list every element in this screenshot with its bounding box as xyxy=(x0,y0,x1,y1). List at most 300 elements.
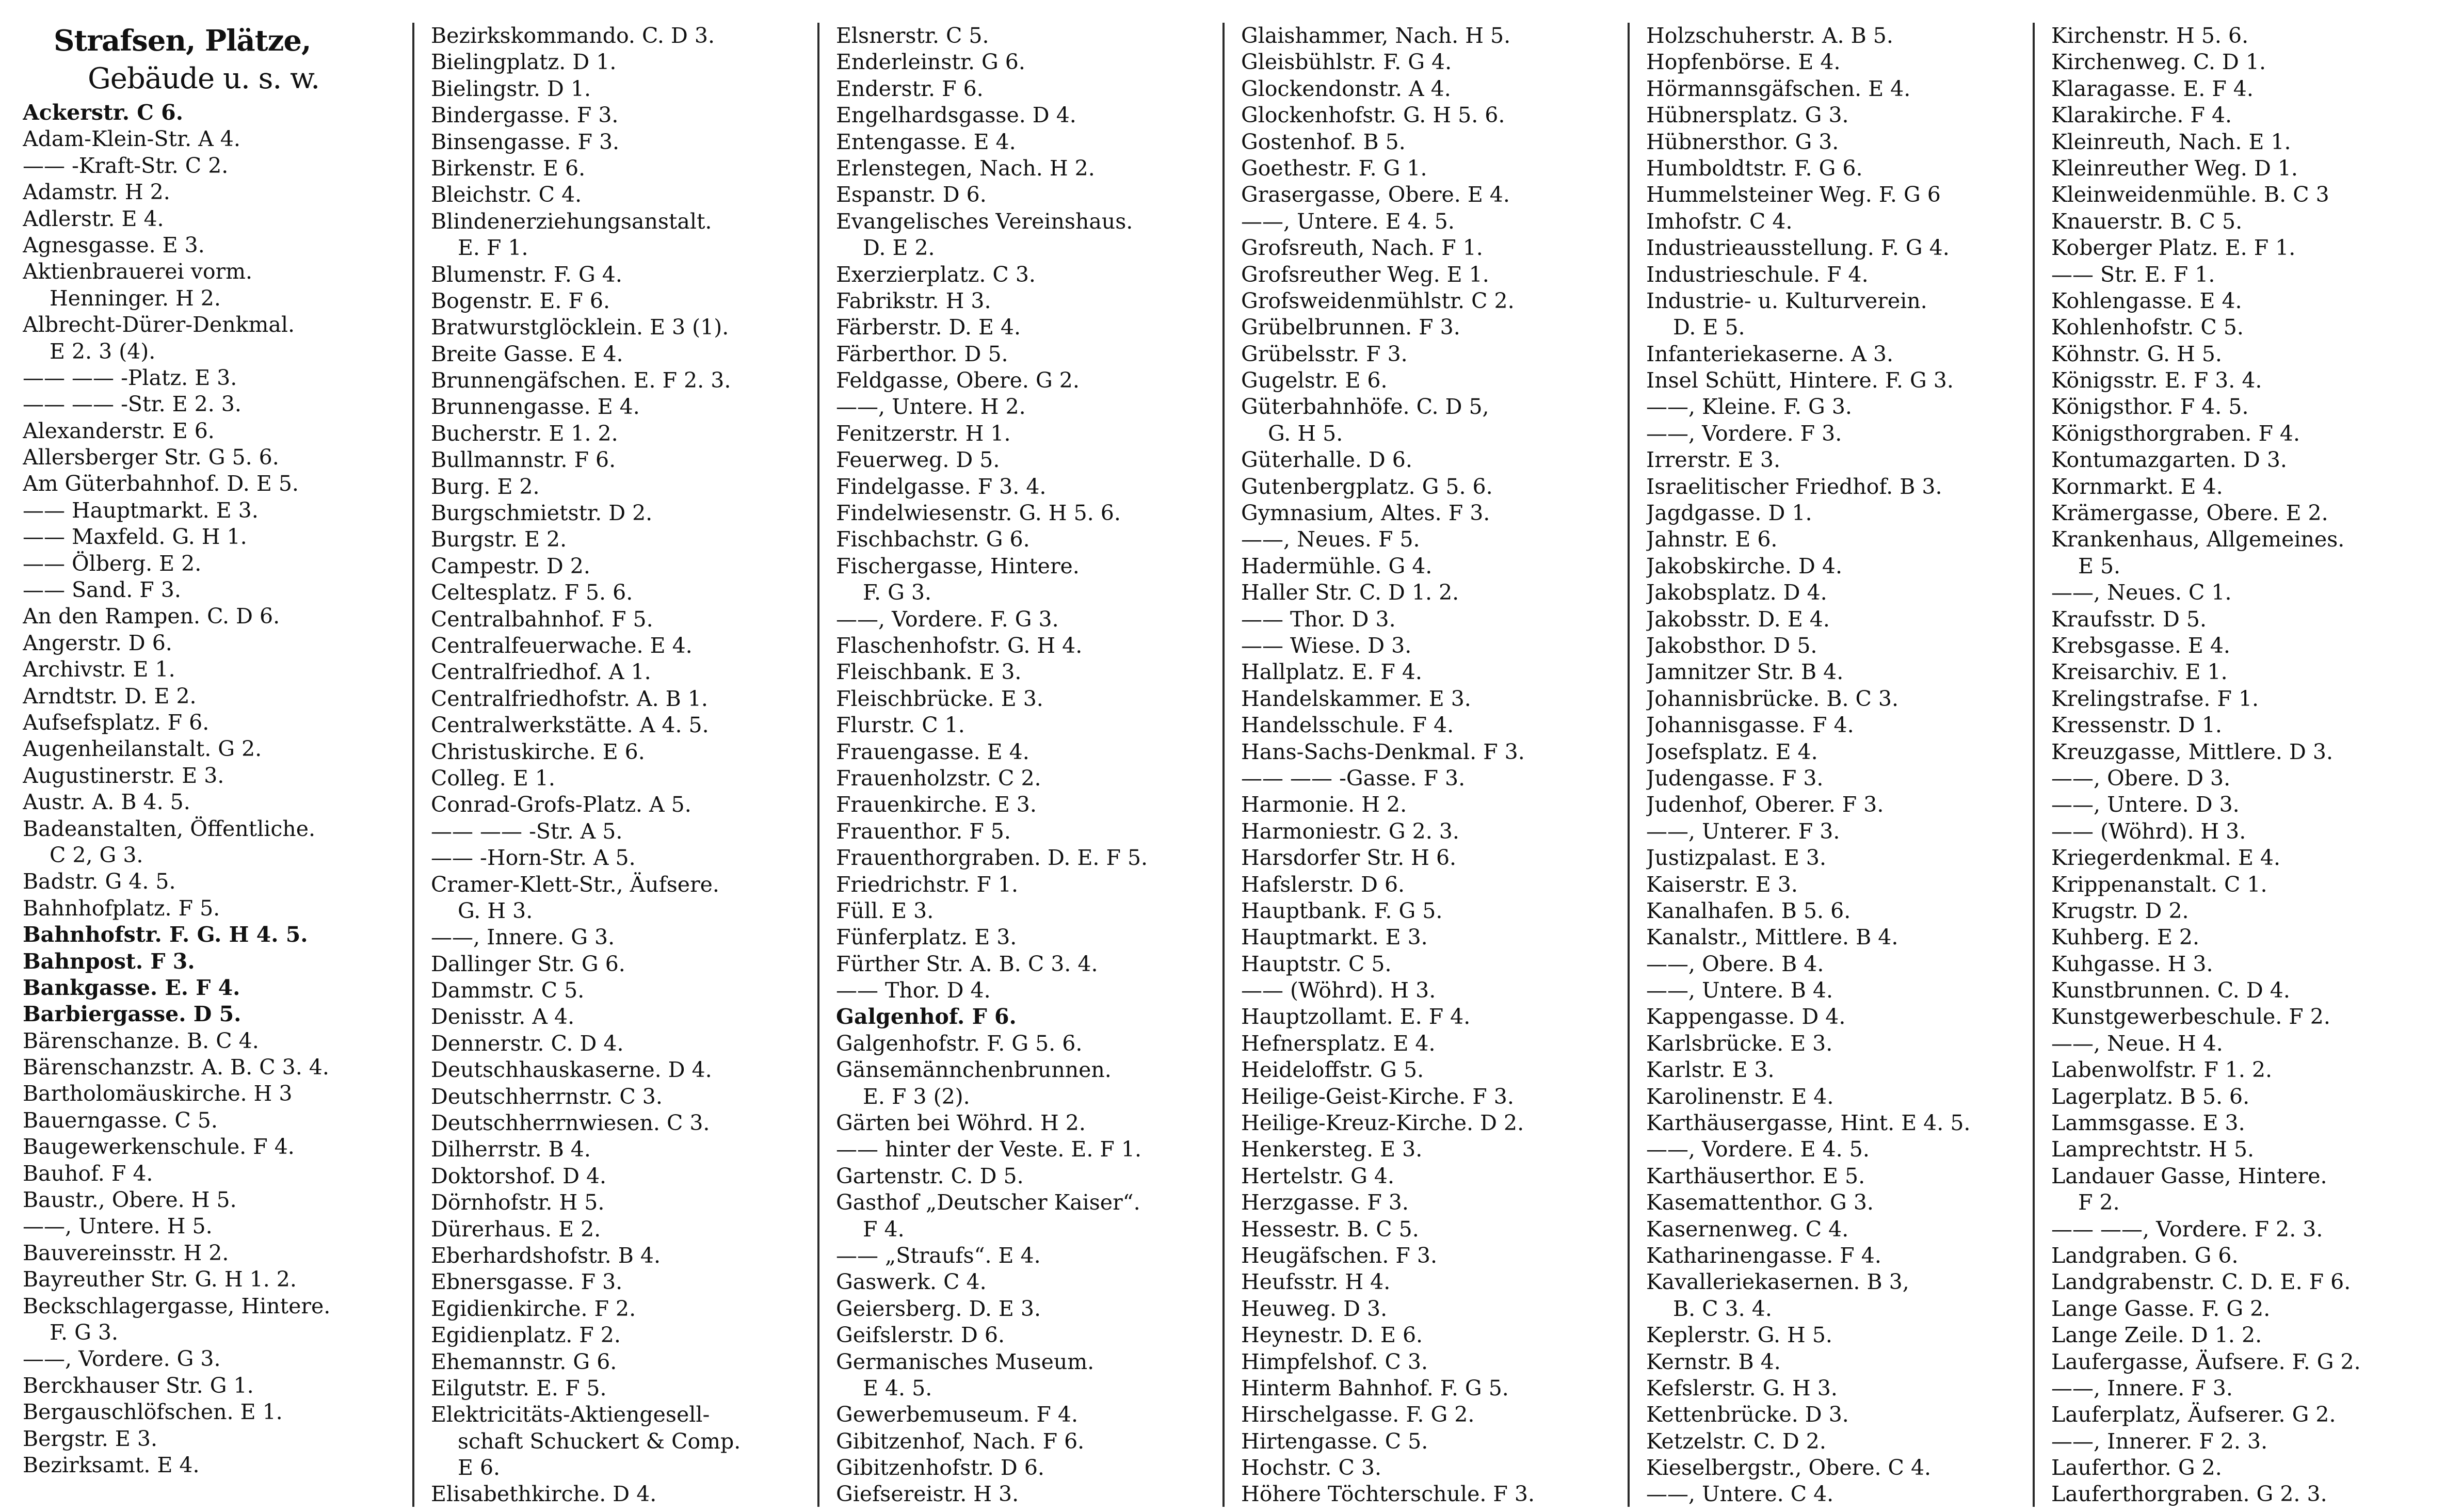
index-entry: Gartenstr. C. D 5. xyxy=(836,1163,1024,1188)
index-heading-line-2: Gebäude u. s. w. xyxy=(88,62,320,95)
index-entry: Frauenkirche. E 3. xyxy=(836,792,1037,817)
index-entry: —— —— -Gasse. F 3. xyxy=(1241,765,1466,791)
index-entry: ——, Unterer. F 3. xyxy=(1646,818,1840,844)
index-entry: Entengasse. E 4. xyxy=(836,129,1016,154)
index-entry: E 6. xyxy=(458,1455,501,1481)
index-entry: Blumenstr. F. G 4. xyxy=(431,262,622,287)
index-entry: Am Güterbahnhof. D. E 5. xyxy=(23,471,299,496)
index-entry: Lauferthor. G 2. xyxy=(2051,1455,2222,1481)
index-entry: Flurstr. C 1. xyxy=(836,713,965,738)
index-entry: —— Wiese. D 3. xyxy=(1241,633,1412,658)
index-entry: Krelingstrafse. F 1. xyxy=(2051,686,2259,711)
index-entry: Aktienbrauerei vorm. xyxy=(23,259,253,284)
index-entry: Hauptstr. C 5. xyxy=(1241,951,1392,976)
index-entry: Kontumazgarten. D 3. xyxy=(2051,447,2287,473)
index-entry: Kohlenhofstr. C 5. xyxy=(2051,315,2244,340)
index-entry: ——, Innere. F 3. xyxy=(2051,1375,2233,1401)
index-entry: Adamstr. H 2. xyxy=(23,180,170,205)
index-entry: C 2, G 3. xyxy=(50,842,143,867)
index-entry: Bielingplatz. D 1. xyxy=(431,50,617,75)
index-entry: Burgschmietstr. D 2. xyxy=(431,501,653,526)
index-entry: ——, Neues. C 1. xyxy=(2051,580,2232,605)
index-entry: Hafslerstr. D 6. xyxy=(1241,872,1405,897)
index-entry: Elisabethkirche. D 4. xyxy=(431,1482,657,1507)
index-entry: ——, Untere. H 5. xyxy=(23,1214,213,1239)
index-entry: Kreisarchiv. E 1. xyxy=(2051,660,2228,685)
index-entry: Galgenhofstr. F. G 5. 6. xyxy=(836,1031,1083,1056)
index-entry: Hessestr. B. C 5. xyxy=(1241,1216,1419,1242)
index-entry: Handelskammer. E 3. xyxy=(1241,686,1471,711)
index-entry: ——, Untere. B 4. xyxy=(1646,978,1833,1003)
index-entry: schaft Schuckert & Comp. xyxy=(458,1428,741,1454)
index-entry: Köhnstr. G. H 5. xyxy=(2051,341,2222,366)
index-entry: Fischbachstr. G 6. xyxy=(836,527,1030,552)
index-entry: Augenheilanstalt. G 2. xyxy=(23,736,262,762)
index-entry: Glockenhofstr. G. H 5. 6. xyxy=(1241,103,1505,128)
index-heading xyxy=(23,23,407,100)
index-entry: Doktorshof. D 4. xyxy=(431,1163,607,1188)
index-entry: —— Thor. D 3. xyxy=(1241,606,1396,632)
index-entry: Egidienplatz. F 2. xyxy=(431,1323,621,1348)
index-entry: Denisstr. A 4. xyxy=(431,1004,575,1030)
index-entry: Heideloffstr. G 5. xyxy=(1241,1057,1424,1083)
index-entry: Gaswerk. C 4. xyxy=(836,1269,987,1295)
index-entry: Heuweg. D 3. xyxy=(1241,1296,1388,1321)
index-entry: Hirtengasse. C 5. xyxy=(1241,1428,1428,1454)
index-entry: Hummelsteiner Weg. F. G 6 xyxy=(1646,182,1941,207)
index-entry: Frauenthor. F 5. xyxy=(836,818,1011,844)
index-entry: Jamnitzer Str. B 4. xyxy=(1646,660,1844,685)
index-entry: Bartholomäuskirche. H 3 xyxy=(23,1081,293,1106)
index-entry: Glaishammer, Nach. H 5. xyxy=(1241,23,1511,48)
index-entry: Justizpalast. E 3. xyxy=(1646,845,1826,871)
index-entry: Barbiergasse. D 5. xyxy=(23,1002,242,1027)
index-entry: Friedrichstr. F 1. xyxy=(836,872,1019,897)
index-entry: Angerstr. D 6. xyxy=(23,630,172,655)
index-entry: Hochstr. C 3. xyxy=(1241,1455,1382,1481)
index-entry: Heynestr. D. E 6. xyxy=(1241,1323,1423,1348)
index-entry: Kraufsstr. D 5. xyxy=(2051,606,2207,632)
index-entry: Deutschherrnwiesen. C 3. xyxy=(431,1111,710,1136)
index-entry: Centralwerkstätte. A 4. 5. xyxy=(431,713,709,738)
index-entry: Kettenbrücke. D 3. xyxy=(1646,1402,1849,1427)
index-entry: Geifslerstr. D 6. xyxy=(836,1323,1005,1348)
index-entry: B. C 3. 4. xyxy=(1673,1296,1772,1321)
index-entry: G. H 3. xyxy=(458,898,533,923)
index-entry: —— —— -Str. E 2. 3. xyxy=(23,392,242,417)
index-entry: Binsengasse. F 3. xyxy=(431,129,620,154)
index-entry: Kanalstr., Mittlere. B 4. xyxy=(1646,925,1898,950)
index-entry: Klarakirche. F 4. xyxy=(2051,103,2232,128)
index-entry: Harmonie. H 2. xyxy=(1241,792,1407,817)
index-entry: Höhere Töchterschule. F 3. xyxy=(1241,1482,1535,1507)
index-entry: Kanalhafen. B 5. 6. xyxy=(1646,898,1851,923)
index-entry: Infanteriekaserne. A 3. xyxy=(1646,341,1894,366)
index-entry: Kreuzgasse, Mittlere. D 3. xyxy=(2051,739,2333,764)
index-entry: Eberhardshofstr. B 4. xyxy=(431,1243,661,1268)
index-entry: ——, Vordere. E 4. 5. xyxy=(1646,1137,1870,1162)
index-entry: E. F 3 (2). xyxy=(863,1084,970,1109)
index-entry: Albrecht-Dürer-Denkmal. xyxy=(23,312,295,337)
index-entry: Adam-Klein-Str. A 4. xyxy=(23,126,240,152)
index-entry: F. G 3. xyxy=(50,1320,119,1345)
index-entry: Austr. A. B 4. 5. xyxy=(23,790,190,815)
index-entry: Kernstr. B 4. xyxy=(1646,1349,1781,1374)
index-entry: Hefnersplatz. E 4. xyxy=(1241,1031,1436,1056)
index-entry: Güterbahnhöfe. C. D 5, xyxy=(1241,394,1489,420)
index-entry: Königsthor. F 4. 5. xyxy=(2051,394,2249,420)
index-entry: —— (Wöhrd). H 3. xyxy=(2051,818,2246,844)
index-entry: E 5. xyxy=(2078,553,2121,578)
index-entry: Kefslerstr. G. H 3. xyxy=(1646,1375,1838,1401)
index-entry: Fleischbrücke. E 3. xyxy=(836,686,1043,711)
index-entry: Fenitzerstr. H 1. xyxy=(836,421,1011,446)
index-entry: Industrieausstellung. F. G 4. xyxy=(1646,235,1950,261)
index-entry: Grasergasse, Obere. E 4. xyxy=(1241,182,1510,207)
index-entry: Ehemannstr. G 6. xyxy=(431,1349,617,1374)
index-entry: Klaragasse. E. F 4. xyxy=(2051,76,2254,101)
index-entry: Augustinerstr. E 3. xyxy=(23,763,224,788)
index-entry: Haller Str. C. D 1. 2. xyxy=(1241,580,1459,605)
index-entry: ——, Obere. B 4. xyxy=(1646,951,1824,976)
index-entry: Findelgasse. F 3. 4. xyxy=(836,474,1047,499)
index-entry: Himpfelshof. C 3. xyxy=(1241,1349,1428,1374)
index-entry: Bielingstr. D 1. xyxy=(431,76,591,101)
index-entry: ——, Innerer. F 2. 3. xyxy=(2051,1428,2268,1454)
index-entry: ——, Untere. D 3. xyxy=(2051,792,2240,817)
index-entry: Bindergasse. F 3. xyxy=(431,103,619,128)
index-entry: Judenhof, Oberer. F 3. xyxy=(1646,792,1884,817)
index-entry: Fürther Str. A. B. C 3. 4. xyxy=(836,951,1098,976)
index-entry: Elektricitäts-Aktiengesell- xyxy=(431,1402,710,1427)
index-entry: Feldgasse, Obere. G 2. xyxy=(836,368,1080,393)
index-entry: Grübelbrunnen. F 3. xyxy=(1241,315,1460,340)
index-entry: Hauptzollamt. E. F 4. xyxy=(1241,1004,1471,1030)
index-entry: Jakobsthor. D 5. xyxy=(1646,633,1817,658)
index-entry: Hallplatz. E. F 4. xyxy=(1241,660,1422,685)
index-entry: Lauferplatz, Äufserer. G 2. xyxy=(2051,1402,2336,1427)
index-entry: Bayreuther Str. G. H 1. 2. xyxy=(23,1267,297,1292)
index-entry: Johannisgasse. F 4. xyxy=(1646,713,1854,738)
index-entry: Badstr. G 4. 5. xyxy=(23,869,176,894)
index-entry: Frauenholzstr. C 2. xyxy=(836,765,1041,791)
index-entry: Kressenstr. D 1. xyxy=(2051,713,2222,738)
index-entry: Jahnstr. E 6. xyxy=(1646,527,1778,552)
index-entry: Hübnersthor. G 3. xyxy=(1646,129,1839,154)
index-entry: Arndtstr. D. E 2. xyxy=(23,683,197,709)
index-entry: Königsstr. E. F 3. 4. xyxy=(2051,368,2262,393)
index-entry: D. E 5. xyxy=(1673,315,1745,340)
index-entry: —— Sand. F 3. xyxy=(23,577,181,603)
index-entry: —— hinter der Veste. E. F 1. xyxy=(836,1137,1142,1162)
index-entry: Frauengasse. E 4. xyxy=(836,739,1029,764)
index-entry: Holzschuherstr. A. B 5. xyxy=(1646,23,1893,48)
index-entry: Gutenbergplatz. G 5. 6. xyxy=(1241,474,1493,499)
index-entry: —— ——, Vordere. F 2. 3. xyxy=(2051,1216,2323,1242)
index-entry: Fischergasse, Hintere. xyxy=(836,553,1080,578)
index-entry: Dörnhofstr. H 5. xyxy=(431,1190,605,1215)
index-entry: Bahnhofplatz. F 5. xyxy=(23,895,220,921)
index-entry: Celtesplatz. F 5. 6. xyxy=(431,580,633,605)
index-entry: Josefsplatz. E 4. xyxy=(1646,739,1818,764)
index-entry: Kappengasse. D 4. xyxy=(1646,1004,1846,1030)
index-entry: Grofsreuth, Nach. F 1. xyxy=(1241,235,1483,261)
index-entry: Exerzierplatz. C 3. xyxy=(836,262,1036,287)
index-entry: ——, Neue. H 4. xyxy=(2051,1031,2223,1056)
index-entry: Burgstr. E 2. xyxy=(431,527,567,552)
index-entry: Koberger Platz. E. F 1. xyxy=(2051,235,2296,261)
index-entry: Campestr. D 2. xyxy=(431,553,590,578)
index-entry: Kunstbrunnen. C. D 4. xyxy=(2051,978,2290,1003)
index-entry: Hirschelgasse. F. G 2. xyxy=(1241,1402,1475,1427)
index-entry: Kirchenweg. C. D 1. xyxy=(2051,50,2266,75)
index-entry: Harsdorfer Str. H 6. xyxy=(1241,845,1457,871)
index-entry: F. G 3. xyxy=(863,580,932,605)
index-column xyxy=(817,23,1222,1507)
index-entry: Heufsstr. H 4. xyxy=(1241,1269,1391,1295)
index-entry: Lammsgasse. E 3. xyxy=(2051,1111,2245,1136)
index-entry: Lange Gasse. F. G 2. xyxy=(2051,1296,2271,1321)
index-entry: Karlstr. E 3. xyxy=(1646,1057,1775,1083)
index-entry: —— Thor. D 4. xyxy=(836,978,991,1003)
index-entry: Färberthor. D 5. xyxy=(836,341,1008,366)
index-entry: Lange Zeile. D 1. 2. xyxy=(2051,1323,2262,1348)
index-entry: Gibitzenhofstr. D 6. xyxy=(836,1455,1044,1481)
index-entry: Ketzelstr. C. D 2. xyxy=(1646,1428,1826,1454)
index-entry: —— —— -Platz. E 3. xyxy=(23,365,237,390)
index-entry: ——, Vordere. F. G 3. xyxy=(836,606,1059,632)
index-entry: Grofsweidenmühlstr. C 2. xyxy=(1241,288,1515,313)
index-entry: Dennerstr. C. D 4. xyxy=(431,1031,624,1056)
index-entry: Henkersteg. E 3. xyxy=(1241,1137,1423,1162)
index-entry: ——, Vordere. G 3. xyxy=(23,1346,221,1372)
index-entry: Königsthorgraben. F 4. xyxy=(2051,421,2300,446)
index-entry: Humboldtstr. F. G 6. xyxy=(1646,155,1863,181)
index-entry: Enderleinstr. G 6. xyxy=(836,50,1025,75)
index-entry: Gymnasium, Altes. F 3. xyxy=(1241,501,1490,526)
index-entry: Bezirksamt. E 4. xyxy=(23,1452,200,1477)
index-entry: Keplerstr. G. H 5. xyxy=(1646,1323,1832,1348)
index-entry: ——, Untere. C 4. xyxy=(1646,1482,1834,1507)
index-entry: Karolinenstr. E 4. xyxy=(1646,1084,1834,1109)
index-entry: Hadermühle. G 4. xyxy=(1241,553,1433,578)
index-entry: Färberstr. D. E 4. xyxy=(836,315,1021,340)
index-entry: Kleinreuther Weg. D 1. xyxy=(2051,155,2298,181)
index-entry: Frauenthorgraben. D. E. F 5. xyxy=(836,845,1148,871)
index-entry: Elsnerstr. C 5. xyxy=(836,23,989,48)
index-heading-line-1: Strafsen, Plätze, xyxy=(54,24,311,58)
index-entry: Galgenhof. F 6. xyxy=(836,1004,1017,1030)
index-entry: Allersberger Str. G 5. 6. xyxy=(23,445,279,470)
index-entry: Güterhalle. D 6. xyxy=(1241,447,1412,473)
index-entry: Karthäuserthor. E 5. xyxy=(1646,1163,1865,1188)
index-entry: Eilgutstr. E. F 5. xyxy=(431,1375,607,1401)
index-entry: Labenwolfstr. F 1. 2. xyxy=(2051,1057,2273,1083)
index-entry: Fünferplatz. E 3. xyxy=(836,925,1017,950)
index-entry: Jakobsstr. D. E 4. xyxy=(1646,606,1830,632)
index-entry: D. E 2. xyxy=(863,235,935,261)
index-entry: Engelhardsgasse. D 4. xyxy=(836,103,1076,128)
index-entry: Kohlengasse. E 4. xyxy=(2051,288,2242,313)
index-entry: ——, Innere. G 3. xyxy=(431,925,615,950)
index-column xyxy=(412,23,817,1507)
index-entry: Burg. E 2. xyxy=(431,474,540,499)
index-entry: Fabrikstr. H 3. xyxy=(836,288,991,313)
index-entry: —— (Wöhrd). H 3. xyxy=(1241,978,1436,1003)
index-entry: Bullmannstr. F 6. xyxy=(431,447,616,473)
index-entry: Katharinengasse. F 4. xyxy=(1646,1243,1881,1268)
index-entry: Hinterm Bahnhof. F. G 5. xyxy=(1241,1375,1509,1401)
index-entry: Bleichstr. C 4. xyxy=(431,182,582,207)
index-entry: —— —— -Str. A 5. xyxy=(431,818,623,844)
index-entry: Baustr., Obere. H 5. xyxy=(23,1187,237,1213)
index-entry: Hertelstr. G 4. xyxy=(1241,1163,1395,1188)
index-column xyxy=(2033,23,2438,1507)
index-entry: Füll. E 3. xyxy=(836,898,934,923)
index-entry: Gänsemännchenbrunnen. xyxy=(836,1057,1112,1083)
street-index-page xyxy=(7,23,2439,1507)
index-entry: Landauer Gasse, Hintere. xyxy=(2051,1163,2327,1188)
index-entry: Bankgasse. E. F 4. xyxy=(23,975,240,1000)
index-entry: Karlsbrücke. E 3. xyxy=(1646,1031,1833,1056)
index-entry: —— Str. E. F 1. xyxy=(2051,262,2215,287)
index-entry: Deutschhauskaserne. D 4. xyxy=(431,1057,712,1083)
index-entry: Ebnersgasse. F 3. xyxy=(431,1269,623,1295)
index-entry: Deutschherrnstr. C 3. xyxy=(431,1084,663,1109)
index-entry: Judengasse. F 3. xyxy=(1646,765,1824,791)
index-entry: Imhofstr. C 4. xyxy=(1646,208,1793,234)
index-entry: Krankenhaus, Allgemeines. xyxy=(2051,527,2345,552)
index-entry: Harmoniestr. G 2. 3. xyxy=(1241,818,1459,844)
index-entry: Henninger. H 2. xyxy=(50,285,221,311)
index-entry: Centralfriedhofstr. A. B 1. xyxy=(431,686,708,711)
index-entry: Hopfenbörse. E 4. xyxy=(1646,50,1841,75)
index-entry: ——, Untere. E 4. 5. xyxy=(1241,208,1455,234)
index-entry: Bauvereinsstr. H 2. xyxy=(23,1240,229,1265)
index-entry: Blindenerziehungsanstalt. xyxy=(431,208,712,234)
index-entry: Laufergasse, Äufsere. F. G 2. xyxy=(2051,1349,2361,1374)
index-entry: —— Maxfeld. G. H 1. xyxy=(23,524,247,550)
index-entry: Gugelstr. E 6. xyxy=(1241,368,1388,393)
index-entry: Feuerweg. D 5. xyxy=(836,447,1000,473)
index-entry: F 2. xyxy=(2078,1190,2120,1215)
index-entry: Gostenhof. B 5. xyxy=(1241,129,1406,154)
index-entry: Bahnpost. F 3. xyxy=(23,948,195,974)
index-entry: Grofsreuther Weg. E 1. xyxy=(1241,262,1489,287)
index-entry: Bratwurstglöcklein. E 3 (1). xyxy=(431,315,729,340)
index-entry: Kuhgasse. H 3. xyxy=(2051,951,2213,976)
index-entry: F 4. xyxy=(863,1216,905,1242)
index-entry: Israelitischer Friedhof. B 3. xyxy=(1646,474,1942,499)
index-entry: Krugstr. D 2. xyxy=(2051,898,2189,923)
index-entry: Jakobsplatz. D 4. xyxy=(1646,580,1827,605)
index-entry: Bogenstr. E. F 6. xyxy=(431,288,610,313)
index-entry: Gleisbühlstr. F. G 4. xyxy=(1241,50,1452,75)
index-column xyxy=(7,23,412,1507)
index-entry: Aufsefsplatz. F 6. xyxy=(23,710,210,735)
index-entry: ——, Kleine. F. G 3. xyxy=(1646,394,1852,420)
index-entry: Gasthof „Deutscher Kaiser“. xyxy=(836,1190,1140,1215)
index-entry: Industrieschule. F 4. xyxy=(1646,262,1869,287)
index-entry: Germanisches Museum. xyxy=(836,1349,1095,1374)
index-entry: Krebsgasse. E 4. xyxy=(2051,633,2230,658)
index-entry: Handelsschule. F 4. xyxy=(1241,713,1454,738)
index-entry: An den Rampen. C. D 6. xyxy=(23,604,280,629)
index-entry: Landgrabenstr. C. D. E. F 6. xyxy=(2051,1269,2351,1295)
index-entry: Giefsereistr. H 3. xyxy=(836,1482,1019,1507)
index-entry: Kirchenstr. H 5. 6. xyxy=(2051,23,2249,48)
index-entry: Brunnengäfschen. E. F 2. 3. xyxy=(431,368,731,393)
index-entry: Goethestr. F. G 1. xyxy=(1241,155,1427,181)
index-entry: Bezirkskommando. C. D 3. xyxy=(431,23,715,48)
index-entry: Krämergasse, Obere. E 2. xyxy=(2051,501,2328,526)
index-entry: Bergauschlöfschen. E 1. xyxy=(23,1400,283,1425)
index-entry: Hauptmarkt. E 3. xyxy=(1241,925,1428,950)
index-entry: Jagdgasse. D 1. xyxy=(1646,501,1812,526)
index-entry: Herzgasse. F 3. xyxy=(1241,1190,1409,1215)
index-entry: Agnesgasse. E 3. xyxy=(23,232,205,258)
index-entry: Bergstr. E 3. xyxy=(23,1426,157,1451)
index-entry: Industrie- u. Kulturverein. xyxy=(1646,288,1927,313)
index-entry: E. F 1. xyxy=(458,235,528,261)
index-entry: Dammstr. C 5. xyxy=(431,978,585,1003)
index-entry: Fleischbank. E 3. xyxy=(836,660,1022,685)
index-entry: Johannisbrücke. B. C 3. xyxy=(1646,686,1899,711)
index-entry: Karthäusergasse, Hint. E 4. 5. xyxy=(1646,1111,1971,1136)
index-entry: Landgraben. G 6. xyxy=(2051,1243,2239,1268)
index-entry: Birkenstr. E 6. xyxy=(431,155,586,181)
index-entry: Beckschlagergasse, Hintere. xyxy=(23,1293,331,1318)
index-entry: Enderstr. F 6. xyxy=(836,76,984,101)
index-entry: Jakobskirche. D 4. xyxy=(1646,553,1842,578)
index-entry: Kornmarkt. E 4. xyxy=(2051,474,2223,499)
index-entry: Bahnhofstr. F. G. H 4. 5. xyxy=(23,922,308,947)
index-entry: Bärenschanze. B. C 4. xyxy=(23,1028,259,1053)
index-entry: G. H 5. xyxy=(1268,421,1343,446)
index-entry: Espanstr. D 6. xyxy=(836,182,987,207)
index-entry: Kaiserstr. E 3. xyxy=(1646,872,1798,897)
index-entry: Cramer-Klett-Str., Äufsere. xyxy=(431,872,719,897)
index-entry: Adlerstr. E 4. xyxy=(23,206,164,231)
index-entry: ——, Obere. D 3. xyxy=(2051,765,2231,791)
index-entry: Krippenanstalt. C 1. xyxy=(2051,872,2267,897)
index-entry: Lagerplatz. B 5. 6. xyxy=(2051,1084,2250,1109)
index-entry: Heilige-Geist-Kirche. F 3. xyxy=(1241,1084,1514,1109)
index-entry: Hübnersplatz. G 3. xyxy=(1646,103,1849,128)
index-entry: Lamprechtstr. H 5. xyxy=(2051,1137,2255,1162)
index-entry: Baugewerkenschule. F 4. xyxy=(23,1134,295,1160)
index-entry: Lauferthorgraben. G 2. 3. xyxy=(2051,1482,2327,1507)
index-entry: Dallinger Str. G 6. xyxy=(431,951,625,976)
index-entry: Evangelisches Vereinshaus. xyxy=(836,208,1133,234)
index-entry: Glockendonstr. A 4. xyxy=(1241,76,1451,101)
index-entry: Irrerstr. E 3. xyxy=(1646,447,1781,473)
index-entry: Ackerstr. C 6. xyxy=(23,100,183,125)
index-entry: Colleg. E 1. xyxy=(431,765,555,791)
index-entry: Centralfeuerwache. E 4. xyxy=(431,633,693,658)
index-column xyxy=(1222,23,1628,1507)
index-entry: Kuhberg. E 2. xyxy=(2051,925,2200,950)
index-entry: Flaschenhofstr. G. H 4. xyxy=(836,633,1083,658)
index-entry: Insel Schütt, Hintere. F. G 3. xyxy=(1646,368,1954,393)
index-entry: Brunnengasse. E 4. xyxy=(431,394,640,420)
index-entry: Christuskirche. E 6. xyxy=(431,739,645,764)
index-entry: Hauptbank. F. G 5. xyxy=(1241,898,1443,923)
index-entry: Archivstr. E 1. xyxy=(23,657,175,682)
index-entry: Erlenstegen, Nach. H 2. xyxy=(836,155,1095,181)
index-entry: —— -Horn-Str. A 5. xyxy=(431,845,636,871)
index-entry: Bucherstr. E 1. 2. xyxy=(431,421,618,446)
